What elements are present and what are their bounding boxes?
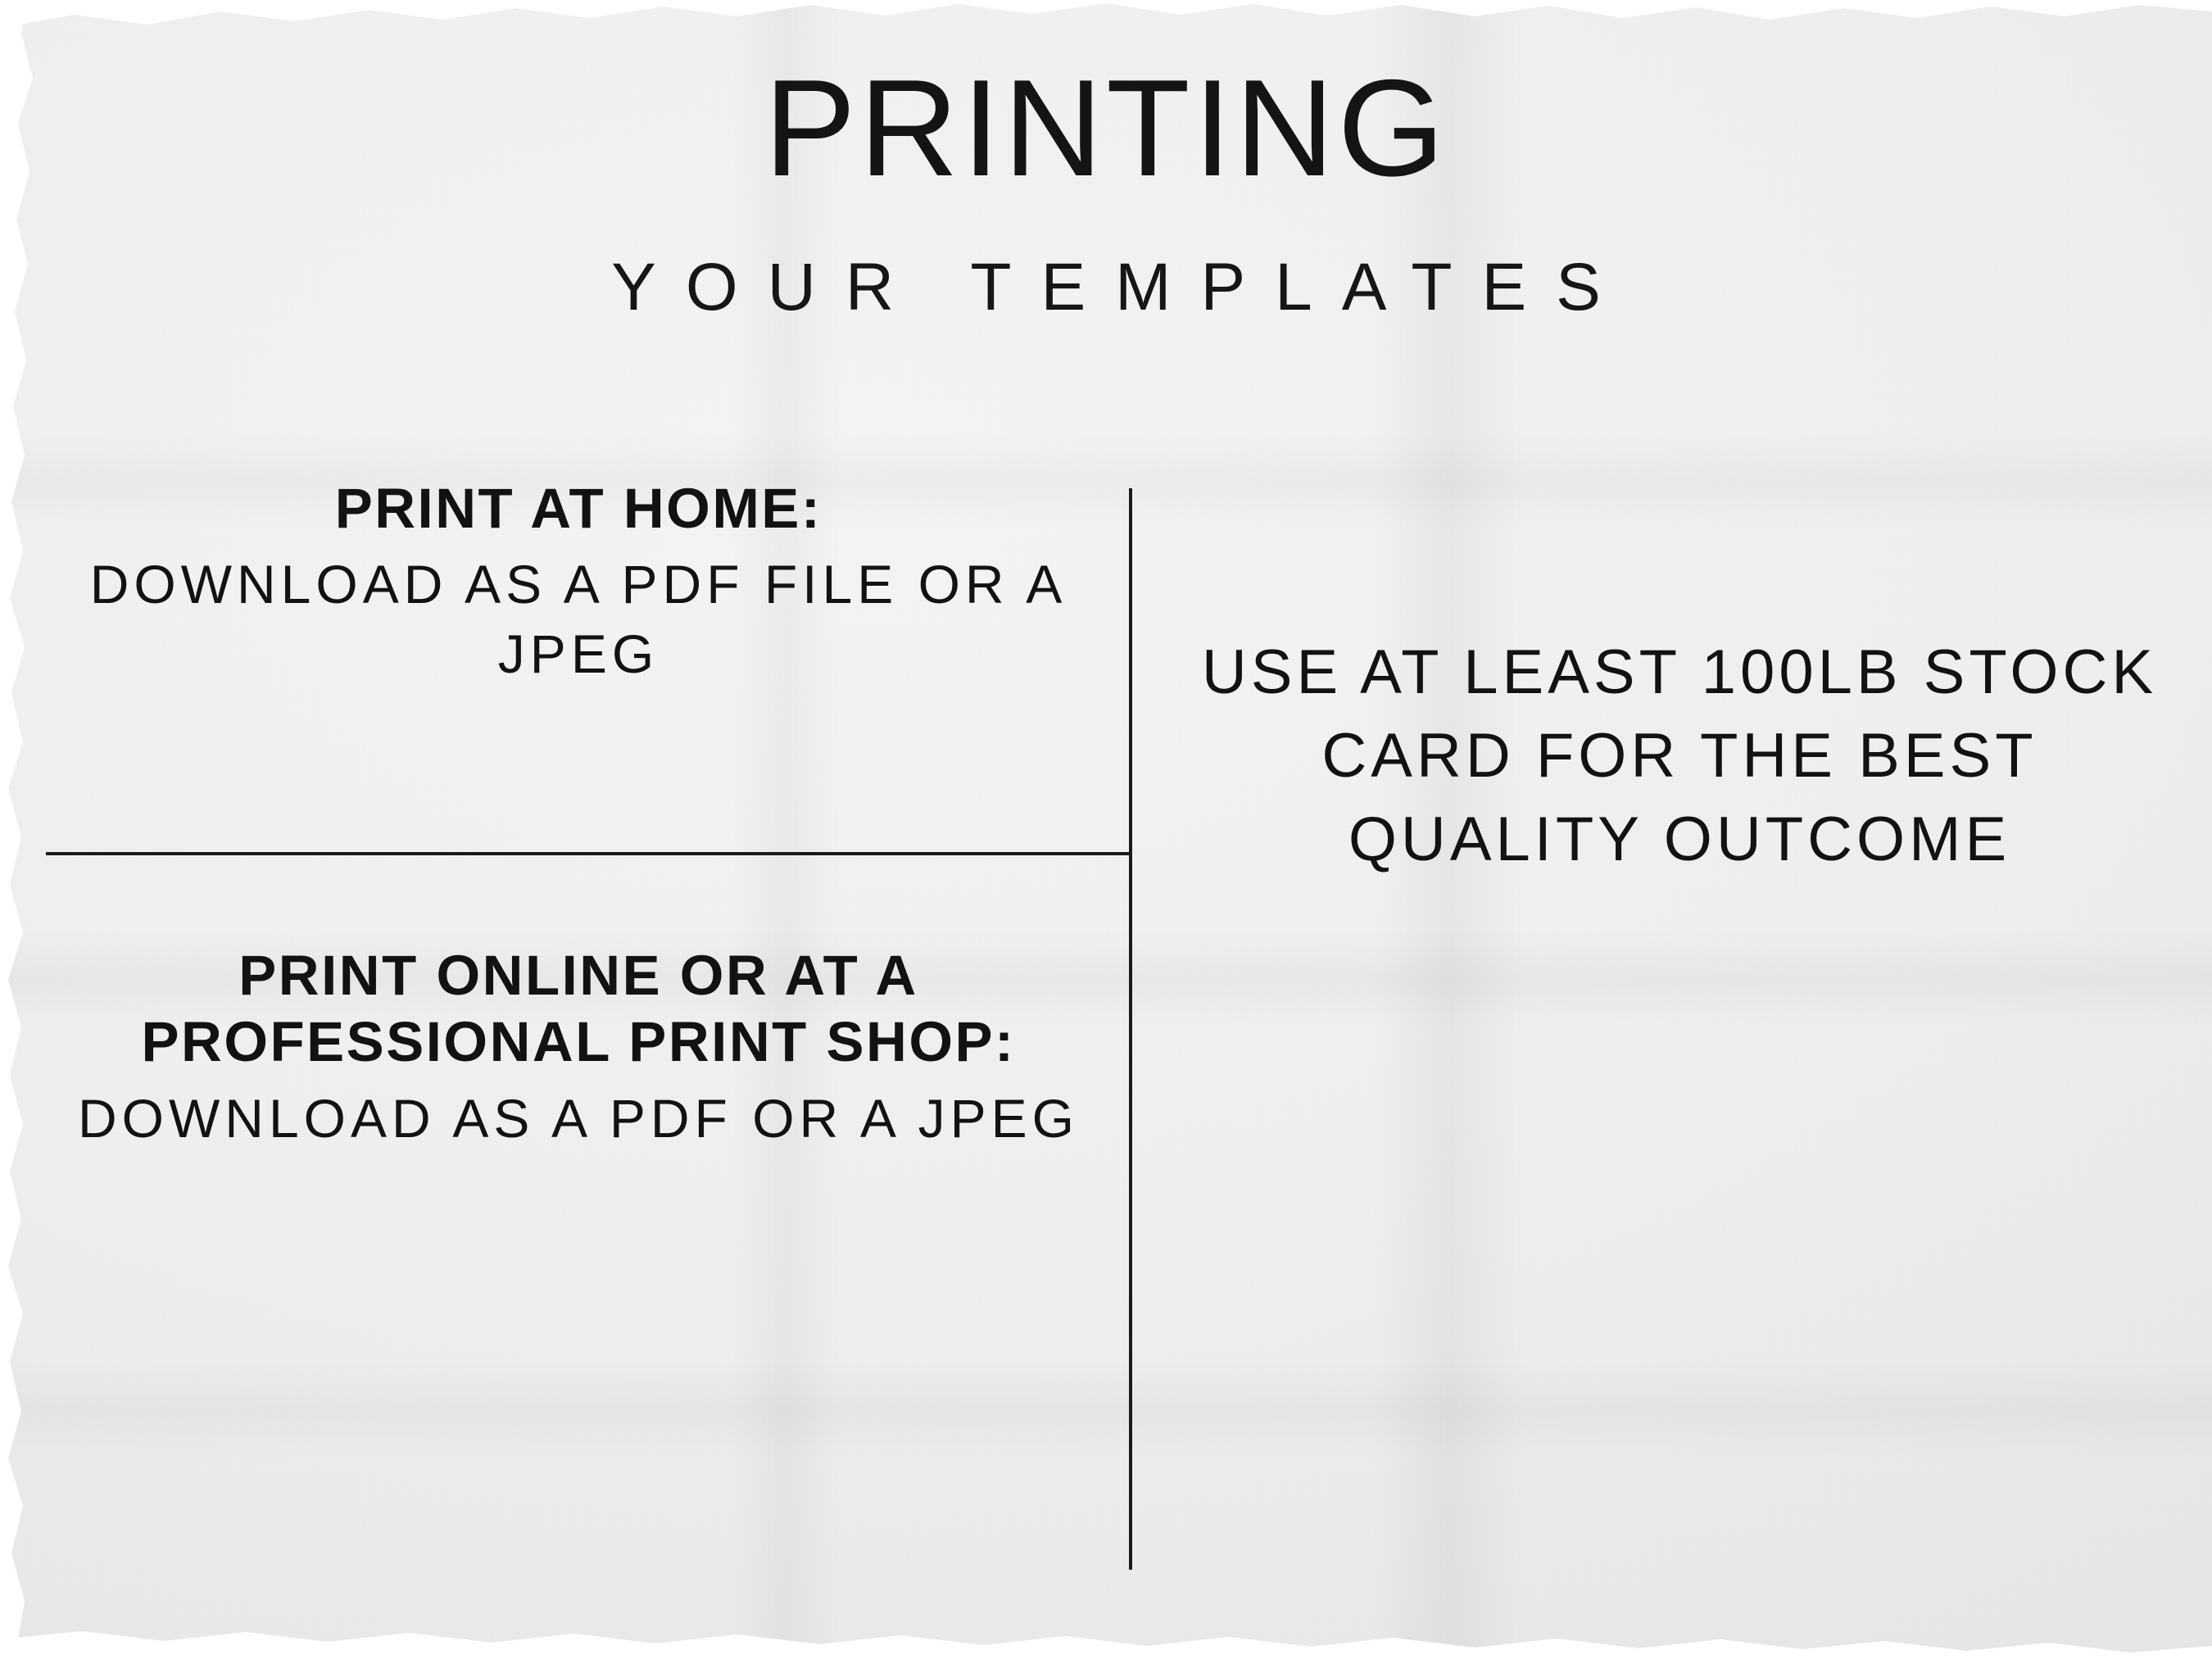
section-print-online-body: DOWNLOAD AS A PDF OR A JPEG bbox=[78, 1087, 1079, 1149]
horizontal-divider bbox=[46, 852, 1129, 855]
section-print-at-home-body: DOWNLOAD AS A PDF FILE OR A JPEG bbox=[89, 554, 1067, 684]
section-print-at-home bbox=[46, 475, 1111, 688]
section-print-online-heading: PRINT ONLINE OR AT A PROFESSIONAL PRINT SHOP: bbox=[141, 944, 1016, 1074]
paper-stock-note: USE AT LEAST 100LB STOCK CARD FOR THE BEST QUALITY OUTCOME bbox=[1201, 637, 2158, 874]
page-subtitle: YOUR TEMPLATES bbox=[611, 250, 1630, 324]
section-print-at-home-heading: PRINT AT HOME: bbox=[334, 477, 823, 540]
page-title: PRINTING bbox=[764, 51, 1448, 205]
vertical-divider bbox=[1129, 488, 1132, 1570]
section-print-online bbox=[46, 942, 1111, 1153]
